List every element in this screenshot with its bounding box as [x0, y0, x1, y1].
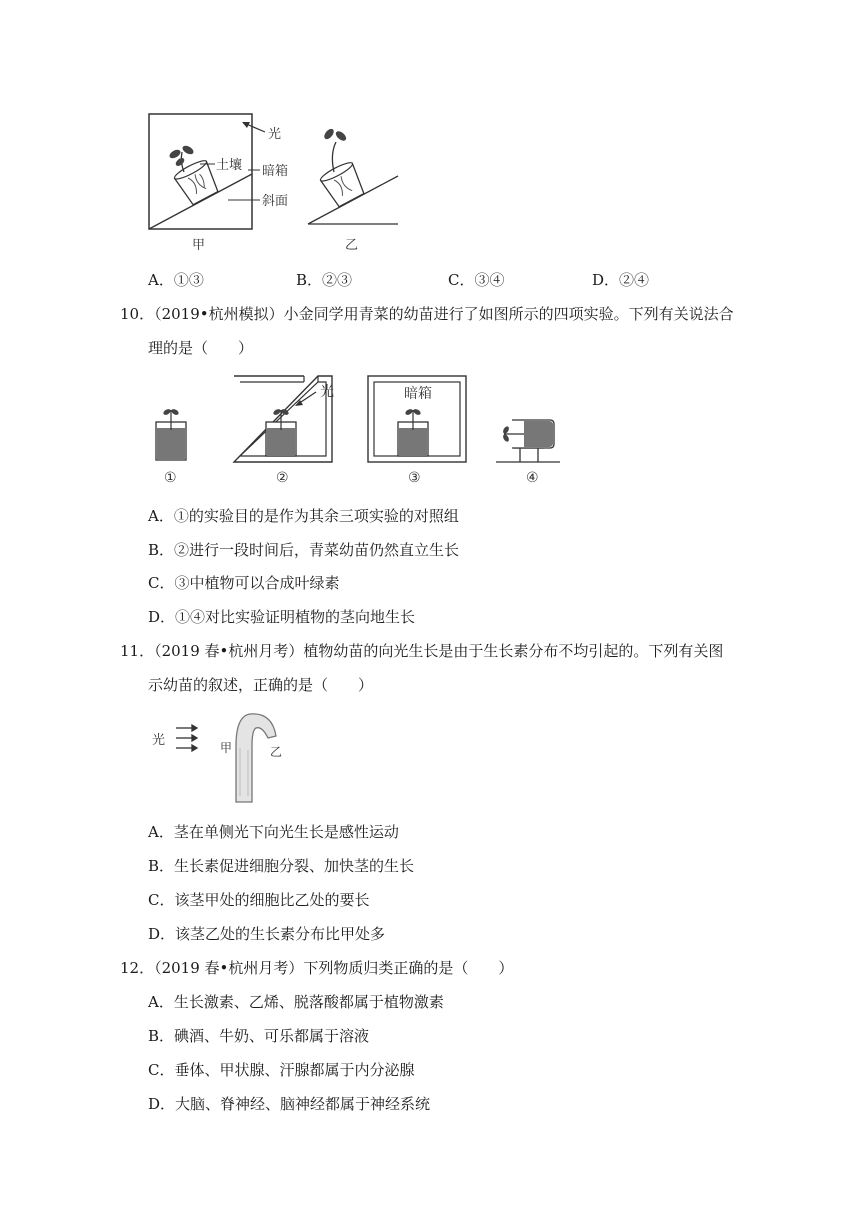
q9-option-b[interactable]: B．②③ [296, 271, 353, 289]
q11-option-c[interactable]: C．该茎甲处的细胞比乙处的要长 [148, 891, 370, 909]
q10-figure [140, 372, 560, 490]
q10-number: 10． [120, 305, 155, 323]
q12-number: 12． [120, 959, 155, 977]
q12-stem: 下列物质归类正确的是（ ） [303, 959, 514, 977]
q11-option-d[interactable]: D．该茎乙处的生长素分布比甲处多 [148, 925, 386, 943]
q9-label-slope: 斜面 [262, 194, 289, 209]
q9-label-jia: 甲 [192, 238, 206, 253]
q10-stem-line2: 理的是（ ） [148, 339, 254, 357]
q12-option-a[interactable]: A．生长激素、乙烯、脱落酸都属于植物激素 [148, 993, 444, 1011]
q11-label-light: 光 [152, 733, 166, 748]
q9-label-light: 光 [268, 127, 282, 142]
q11-stem-line2: 示幼苗的叙述，正确的是（ ） [148, 676, 374, 694]
q10-stem: 小金同学用青菜的幼苗进行了如图所示的四项实验。下列有关说法合 [283, 305, 734, 323]
q12-source: （2019 春•杭州月考） [154, 959, 304, 977]
q10-option-c[interactable]: C．③中植物可以合成叶绿素 [148, 574, 340, 592]
q10-num-2: ② [276, 470, 289, 486]
q11-stem-line1 [120, 641, 723, 661]
q11-light-arrows [176, 725, 197, 751]
q10-beaker-1 [156, 408, 186, 460]
q10-box-2 [234, 376, 332, 462]
q9-options [148, 270, 708, 290]
q11-number: 11． [120, 642, 155, 660]
q10-source: （2019•杭州模拟） [154, 305, 284, 323]
q11-option-a[interactable]: A．茎在单侧光下向光生长是感性运动 [148, 823, 399, 841]
q11-source: （2019 春•杭州月考） [154, 642, 304, 660]
q10-num-1: ① [164, 470, 177, 486]
q10-num-4: ④ [526, 470, 539, 486]
q10-label-dark-box: 暗箱 [404, 386, 432, 402]
q11-option-b[interactable]: B．生长素促进细胞分裂、加快茎的生长 [148, 857, 415, 875]
q10-label-light: 光 [320, 384, 334, 400]
q9-option-a[interactable]: A．①③ [148, 271, 204, 289]
q11-figure [148, 706, 318, 806]
q11-stem: 植物幼苗的向光生长是由于生长素分布不均引起的。下列有关图 [303, 642, 724, 660]
q9-figure [140, 106, 440, 256]
q12-option-d[interactable]: D．大脑、脊神经、脑神经都属于神经系统 [148, 1095, 431, 1113]
q10-beaker-4 [496, 420, 560, 462]
q9-label-soil: 土壤 [216, 158, 243, 173]
q11-label-yi: 乙 [270, 745, 283, 759]
q12-option-c[interactable]: C．垂体、甲状腺、汗腺都属于内分泌腺 [148, 1061, 415, 1079]
q9-label-dark-box: 暗箱 [262, 164, 289, 179]
q11-label-jia: 甲 [220, 741, 233, 755]
q10-num-3: ③ [408, 470, 421, 486]
q9-option-d[interactable]: D．②④ [592, 271, 650, 289]
q12-option-b[interactable]: B．碘酒、牛奶、可乐都属于溶液 [148, 1027, 370, 1045]
q10-option-b[interactable]: B．②进行一段时间后，青菜幼苗仍然直立生长 [148, 541, 460, 559]
q10-stem-line1 [120, 304, 734, 324]
q9-option-c[interactable]: C．③④ [448, 271, 505, 289]
q12-stem-line1 [120, 958, 513, 978]
q10-option-d[interactable]: D．①④对比实验证明植物的茎向地生长 [148, 608, 416, 626]
q9-label-yi: 乙 [345, 238, 359, 253]
q10-option-a[interactable]: A．①的实验目的是作为其余三项实验的对照组 [148, 507, 459, 525]
